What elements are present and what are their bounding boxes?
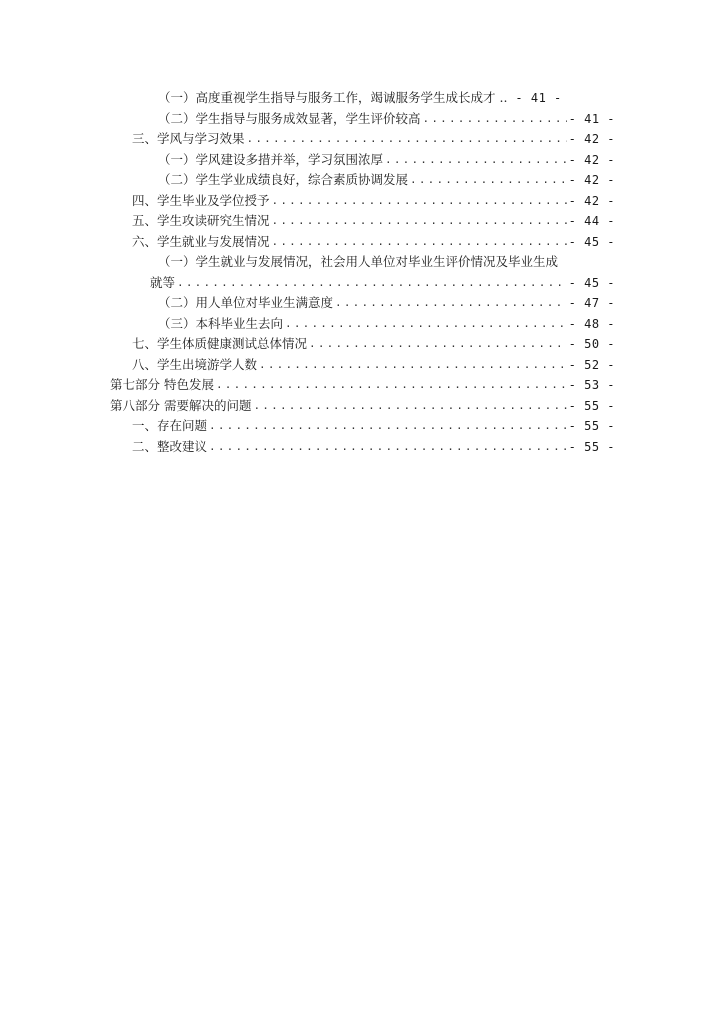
toc-entry-wrapped-line[interactable] xyxy=(110,252,615,273)
toc-leader-dots xyxy=(209,437,567,458)
toc-entry-page: - 41 - xyxy=(515,91,562,105)
toc-entry-label: （三）本科毕业生去向 xyxy=(158,315,284,331)
toc-entry[interactable] xyxy=(110,150,615,171)
toc-entry[interactable] xyxy=(110,273,615,294)
toc-entry-page: - 44 - xyxy=(568,214,615,228)
toc-entry-label: （一）高度重视学生指导与服务工作，竭诚服务学生成长成才 .. xyxy=(158,90,508,105)
toc-entry[interactable] xyxy=(110,355,615,376)
toc-entry-label: 六、学生就业与发展情况 xyxy=(132,233,270,249)
toc-entry-label-continued: 就等 xyxy=(150,274,176,290)
toc-entry-page: - 42 - xyxy=(568,193,615,208)
toc-entry-page: - 48 - xyxy=(568,316,615,331)
toc-leader-dots xyxy=(410,170,567,191)
toc-entry-label: 第七部分 特色发展 xyxy=(110,377,214,392)
toc-leader-dots xyxy=(423,109,567,130)
toc-entry-label: 三、学风与学习效果 xyxy=(132,131,245,146)
toc-entry[interactable] xyxy=(110,396,615,417)
toc-entry-label: （二）学生指导与服务成效显著，学生评价较高 xyxy=(158,110,421,126)
toc-entry-page: - 53 - xyxy=(568,378,615,392)
toc-entry-page: - 45 - xyxy=(568,234,615,249)
toc-entry-page: - 55 - xyxy=(568,439,615,454)
toc-entry-page: - 50 - xyxy=(568,337,615,351)
toc-entry-label: （二）学生学业成绩良好，综合素质协调发展 xyxy=(158,172,409,187)
toc-leader-dots xyxy=(272,232,567,253)
toc-entry-page: - 47 - xyxy=(568,296,615,310)
table-of-contents xyxy=(110,88,615,457)
toc-entry[interactable] xyxy=(110,232,615,253)
toc-entry-label: 四、学生毕业及学位授予 xyxy=(132,192,270,208)
toc-entry-label: （一）学风建设多措并举，学习氛围浓厚 xyxy=(158,151,384,167)
toc-entry-page: - 42 - xyxy=(568,152,615,167)
toc-entry[interactable] xyxy=(110,109,615,130)
toc-entry[interactable] xyxy=(110,191,615,212)
toc-leader-dots xyxy=(177,273,567,294)
toc-entry-page: - 41 - xyxy=(568,111,615,126)
toc-entry[interactable] xyxy=(110,416,615,437)
toc-entry-page: - 45 - xyxy=(568,275,615,290)
toc-entry[interactable] xyxy=(110,437,615,458)
toc-leader-dots xyxy=(209,416,567,437)
toc-entry[interactable] xyxy=(110,129,615,150)
toc-entry-page: - 52 - xyxy=(568,357,615,372)
toc-leader-dots xyxy=(385,150,567,171)
toc-entry[interactable] xyxy=(110,375,615,396)
toc-entry-label: 一、存在问题 xyxy=(132,418,208,433)
toc-entry[interactable] xyxy=(110,211,615,232)
toc-entry[interactable] xyxy=(110,314,615,335)
toc-leader-dots xyxy=(259,355,567,376)
toc-leader-dots xyxy=(335,293,567,314)
toc-leader-dots xyxy=(285,314,567,335)
toc-entry-label: 第八部分 需要解决的问题 xyxy=(110,397,252,413)
toc-leader-dots xyxy=(216,375,567,396)
toc-entry-label: 八、学生出境游学人数 xyxy=(132,356,258,372)
toc-entry-label: 五、学生攻读研究生情况 xyxy=(132,213,270,228)
toc-entry-page: - 55 - xyxy=(568,419,615,433)
toc-leader-dots xyxy=(253,396,566,417)
toc-entry[interactable] xyxy=(110,170,615,191)
toc-leader-dots xyxy=(247,129,567,150)
toc-entry-label: 七、学生体质健康测试总体情况 xyxy=(132,336,308,351)
toc-entry-page: - 42 - xyxy=(568,132,615,146)
toc-entry-label: 二、整改建议 xyxy=(132,438,208,454)
toc-entry-label: （一）学生就业与发展情况，社会用人单位对毕业生评价情况及毕业生成 xyxy=(158,254,559,269)
toc-entry-page: - 55 - xyxy=(568,398,615,413)
toc-entry[interactable] xyxy=(110,293,615,314)
toc-entry[interactable] xyxy=(110,88,615,109)
toc-entry[interactable] xyxy=(110,334,615,355)
toc-entry-page: - 42 - xyxy=(568,173,615,187)
toc-leader-dots xyxy=(272,211,567,232)
toc-leader-dots xyxy=(309,334,567,355)
toc-entry-label: （二）用人单位对毕业生满意度 xyxy=(158,295,334,310)
toc-leader-dots xyxy=(272,191,567,212)
